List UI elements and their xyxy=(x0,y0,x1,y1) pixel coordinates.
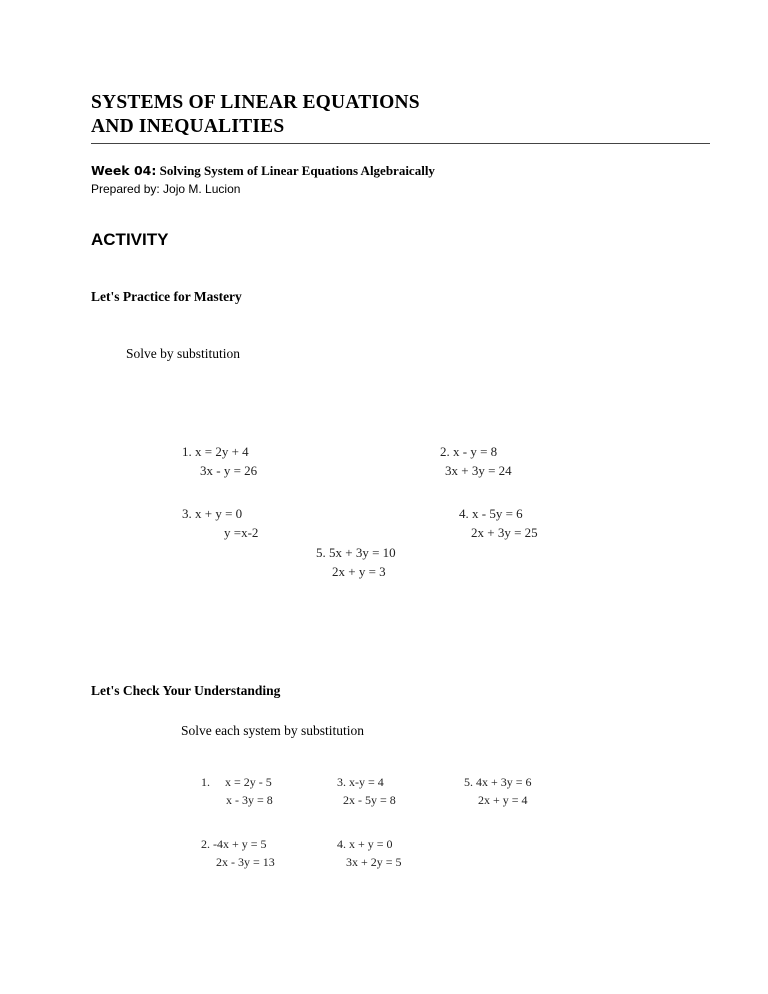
page-title-line-2: AND INEQUALITIES xyxy=(91,116,285,137)
equation-1: 5x + 3y = 10 xyxy=(329,545,396,560)
equation-2: 2x - 3y = 13 xyxy=(216,855,275,869)
week-title: Solving System of Linear Equations Algebraically xyxy=(159,163,435,178)
check-heading: Let's Check Your Understanding xyxy=(91,683,281,698)
equation-2: 3x + 2y = 5 xyxy=(346,855,402,869)
check-problem-2 xyxy=(201,837,275,870)
title-divider xyxy=(91,143,710,144)
equation-1: x-y = 4 xyxy=(349,775,384,789)
check-instruction: Solve each system by substitution xyxy=(181,723,364,738)
problem-label: 2. xyxy=(201,837,210,851)
equation-2: 2x + y = 3 xyxy=(332,564,386,579)
problem-label: 4. xyxy=(459,506,469,521)
equation-1: -4x + y = 5 xyxy=(213,837,267,851)
equation-1: x + y = 0 xyxy=(195,506,243,521)
problem-label: 1. xyxy=(182,444,192,459)
equation-2: 3x - y = 26 xyxy=(200,463,258,478)
problem-label: 2. xyxy=(440,444,450,459)
problem-label: 3. xyxy=(337,775,346,789)
equation-1: x = 2y + 4 xyxy=(195,444,249,459)
equation-2: 2x - 5y = 8 xyxy=(343,793,396,807)
equation-2: 2x + y = 4 xyxy=(478,793,528,807)
problem-label: 5. xyxy=(316,545,326,560)
practice-problem-5 xyxy=(316,545,396,580)
check-problem-4 xyxy=(337,837,402,870)
practice-instruction: Solve by substitution xyxy=(126,346,241,361)
equation-1: x - y = 8 xyxy=(453,444,498,459)
equation-1: 4x + 3y = 6 xyxy=(476,775,532,789)
equation-2: x - 3y = 8 xyxy=(226,793,273,807)
equation-2: 3x + 3y = 24 xyxy=(445,463,512,478)
problem-label: 3. xyxy=(182,506,192,521)
practice-heading: Let's Practice for Mastery xyxy=(91,289,242,304)
activity-heading: ACTIVITY xyxy=(91,230,169,249)
week-prefix: Week 04: xyxy=(91,163,157,178)
check-problem-3 xyxy=(337,775,396,808)
equation-1: x - 5y = 6 xyxy=(472,506,523,521)
page-title-line-1: SYSTEMS OF LINEAR EQUATIONS xyxy=(91,92,420,113)
equation-1: x + y = 0 xyxy=(349,837,393,851)
check-problem-1 xyxy=(201,775,273,808)
problem-label: 5. xyxy=(464,775,473,789)
prepared-by: Prepared by: Jojo M. Lucion xyxy=(91,182,241,196)
check-problem-5 xyxy=(464,775,532,808)
equation-2: 2x + 3y = 25 xyxy=(471,525,538,540)
practice-problem-1 xyxy=(182,444,257,479)
practice-problem-3 xyxy=(182,506,258,541)
equation-1: x = 2y - 5 xyxy=(225,775,272,789)
practice-problem-2 xyxy=(440,444,512,479)
equation-2: y =x-2 xyxy=(224,525,259,540)
practice-problem-4 xyxy=(459,506,538,541)
problem-label: 1. xyxy=(201,775,210,789)
problem-label: 4. xyxy=(337,837,346,851)
week-heading xyxy=(91,163,435,179)
